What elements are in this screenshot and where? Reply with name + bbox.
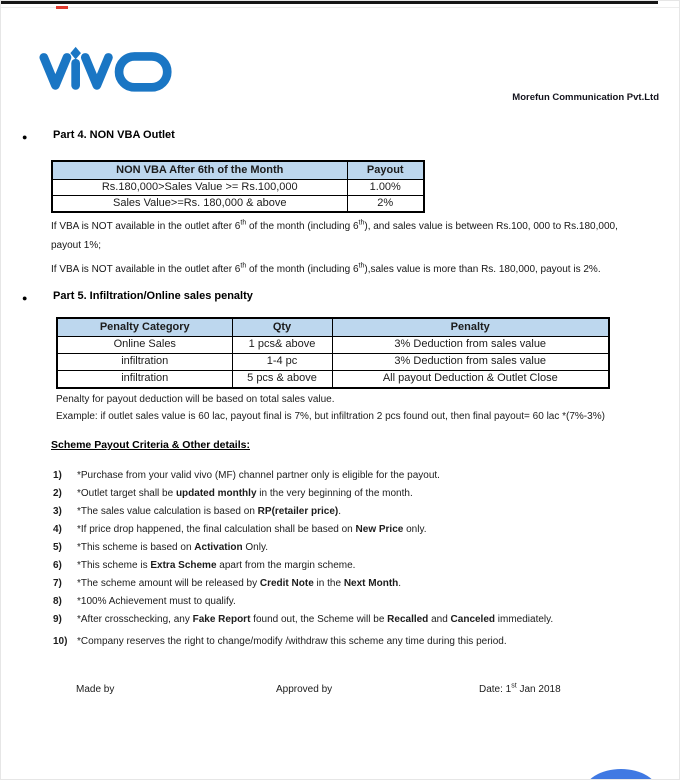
text-segment: Date: 1 [479, 684, 512, 695]
bullet-icon: ● [22, 293, 28, 303]
table-cell: infiltration [57, 354, 232, 371]
table-cell: 3% Deduction from sales value [332, 354, 609, 371]
text-segment: th [240, 219, 247, 227]
text-segment: Canceled [450, 614, 496, 625]
list-item [53, 469, 663, 482]
text-segment: If VBA is NOT available in the outlet after 6 [51, 264, 241, 275]
criteria-list [53, 469, 663, 653]
item-text [77, 505, 341, 518]
table-cell: Rs.180,000>Sales Value >= Rs.100,000 [52, 180, 347, 196]
table-cell: 1-4 pc [232, 354, 332, 371]
text-segment: Extra Scheme [150, 560, 217, 571]
table-row [57, 371, 609, 389]
text-segment: apart from the margin scheme. [216, 560, 356, 571]
item-number: 8) [53, 596, 62, 607]
item-number: 2) [53, 488, 62, 499]
text-segment: th [358, 219, 365, 227]
item-number: 7) [53, 578, 62, 589]
text-segment: in the very beginning of the month. [256, 488, 413, 499]
text-segment: Credit Note [259, 578, 314, 589]
list-item [53, 541, 663, 554]
text-segment: Recalled [387, 614, 429, 625]
part4-title: Part 4. NON VBA Outlet [53, 129, 175, 141]
text-segment: . [398, 578, 402, 589]
text-segment: Next Month [343, 578, 399, 589]
table-header-cell: Penalty Category [57, 318, 232, 337]
item-number: 9) [53, 614, 62, 625]
non-vba-payout-table [51, 160, 425, 213]
text-segment: th [240, 262, 247, 270]
item-text [77, 613, 553, 626]
text-segment: updated monthly [175, 488, 257, 499]
table-cell: 1 pcs& above [232, 337, 332, 354]
note-line: Penalty for payout deduction will be based on total sales value. [56, 394, 335, 405]
red-mark [56, 6, 68, 9]
text-segment: of the month (including 6 [246, 264, 359, 275]
text-segment: *This scheme is [77, 560, 151, 571]
list-item [53, 559, 663, 572]
vba-paragraph-1 [51, 217, 676, 255]
list-item [53, 635, 663, 648]
penalty-notes [56, 391, 680, 425]
item-number: 10) [53, 636, 68, 647]
text-segment: *If price drop happened, the final calculation shall be based on [77, 524, 356, 535]
text-segment: in the [313, 578, 344, 589]
list-item [53, 505, 663, 518]
table-cell: Online Sales [57, 337, 232, 354]
text-segment: *The sales value calculation is based on [77, 506, 258, 517]
table-header-row [57, 318, 609, 337]
table-row [52, 196, 424, 213]
list-item [53, 523, 663, 536]
table-row [57, 354, 609, 371]
list-item [53, 577, 663, 590]
text-segment: *Company reserves the right to change/modify /withdraw this scheme any time during this period. [77, 636, 507, 647]
text-segment: st [511, 682, 517, 690]
item-text [77, 559, 355, 572]
approved-by-label: Approved by [276, 684, 333, 695]
item-number: 5) [53, 542, 62, 553]
vba-paragraph-2 [51, 260, 676, 279]
text-segment: of the month (including 6 [246, 221, 359, 232]
item-text [77, 523, 427, 536]
item-text [77, 595, 236, 608]
item-number: 4) [53, 524, 62, 535]
company-name: Morefun Communication Pvt.Ltd [512, 92, 659, 103]
item-text [77, 541, 268, 554]
hairline-divider [1, 7, 680, 8]
item-text [77, 487, 413, 500]
text-segment: ), and sales value is between Rs.100, 000 to Rs.180,000, [364, 221, 618, 232]
item-text [77, 635, 507, 648]
text-segment: payout 1%; [51, 240, 102, 251]
table-header-cell: Payout [347, 161, 424, 180]
text-segment: Jan 2018 [516, 684, 561, 695]
table-header-cell: NON VBA After 6th of the Month [52, 161, 347, 180]
table-header-cell: Qty [232, 318, 332, 337]
text-segment: *Outlet target shall be [77, 488, 176, 499]
table-cell: 5 pcs & above [232, 371, 332, 389]
made-by-label: Made by [76, 684, 115, 695]
criteria-heading: Scheme Payout Criteria & Other details: [51, 439, 250, 451]
table-row [57, 337, 609, 354]
date-label [479, 684, 561, 695]
item-number: 1) [53, 470, 62, 481]
text-segment: and [428, 614, 451, 625]
penalty-table [56, 317, 610, 389]
vivo-logo-icon [39, 45, 174, 98]
item-text [77, 469, 440, 482]
text-segment: *Purchase from your valid vivo (MF) channel partner only is eligible for the payout. [77, 470, 440, 481]
bullet-icon: ● [22, 132, 28, 142]
table-cell: 1.00% [347, 180, 424, 196]
list-item [53, 613, 663, 626]
table-header-cell: Penalty [332, 318, 609, 337]
table-cell: Sales Value>=Rs. 180,000 & above [52, 196, 347, 213]
text-segment: New Price [355, 524, 404, 535]
text-segment: found out, the Scheme will be [250, 614, 388, 625]
item-number: 6) [53, 560, 62, 571]
list-item [53, 487, 663, 500]
text-segment: Only. [242, 542, 269, 553]
text-segment: only. [403, 524, 427, 535]
text-segment: th [358, 262, 365, 270]
text-segment: If VBA is NOT available in the outlet after 6 [51, 221, 241, 232]
top-rule [1, 1, 658, 4]
table-cell: 3% Deduction from sales value [332, 337, 609, 354]
text-segment: Fake Report [192, 614, 251, 625]
table-cell: infiltration [57, 371, 232, 389]
text-segment: *100% Achievement must to qualify. [77, 596, 236, 607]
floating-action-button[interactable] [584, 769, 658, 780]
text-segment: *The scheme amount will be released by [77, 578, 260, 589]
list-item [53, 595, 663, 608]
table-cell: 2% [347, 196, 424, 213]
text-segment: immediately. [495, 614, 554, 625]
table-header-row [52, 161, 424, 180]
text-segment: *This scheme is based on [77, 542, 195, 553]
text-segment: *After crosschecking, any [77, 614, 193, 625]
text-segment: ),sales value is more than Rs. 180,000, payout is 2%. [364, 264, 601, 275]
text-segment: Activation [194, 542, 243, 553]
item-text [77, 577, 401, 590]
table-row [52, 180, 424, 196]
part5-title: Part 5. Infiltration/Online sales penalty [53, 290, 253, 302]
item-number: 3) [53, 506, 62, 517]
text-segment: RP(retailer price) [257, 506, 339, 517]
text-segment: . [338, 506, 342, 517]
note-line: Example: if outlet sales value is 60 lac, payout final is 7%, but infiltration 2 pcs found out, then final payout= 60 lac *(7%-3%) [56, 411, 605, 422]
table-cell: All payout Deduction & Outlet Close [332, 371, 609, 389]
